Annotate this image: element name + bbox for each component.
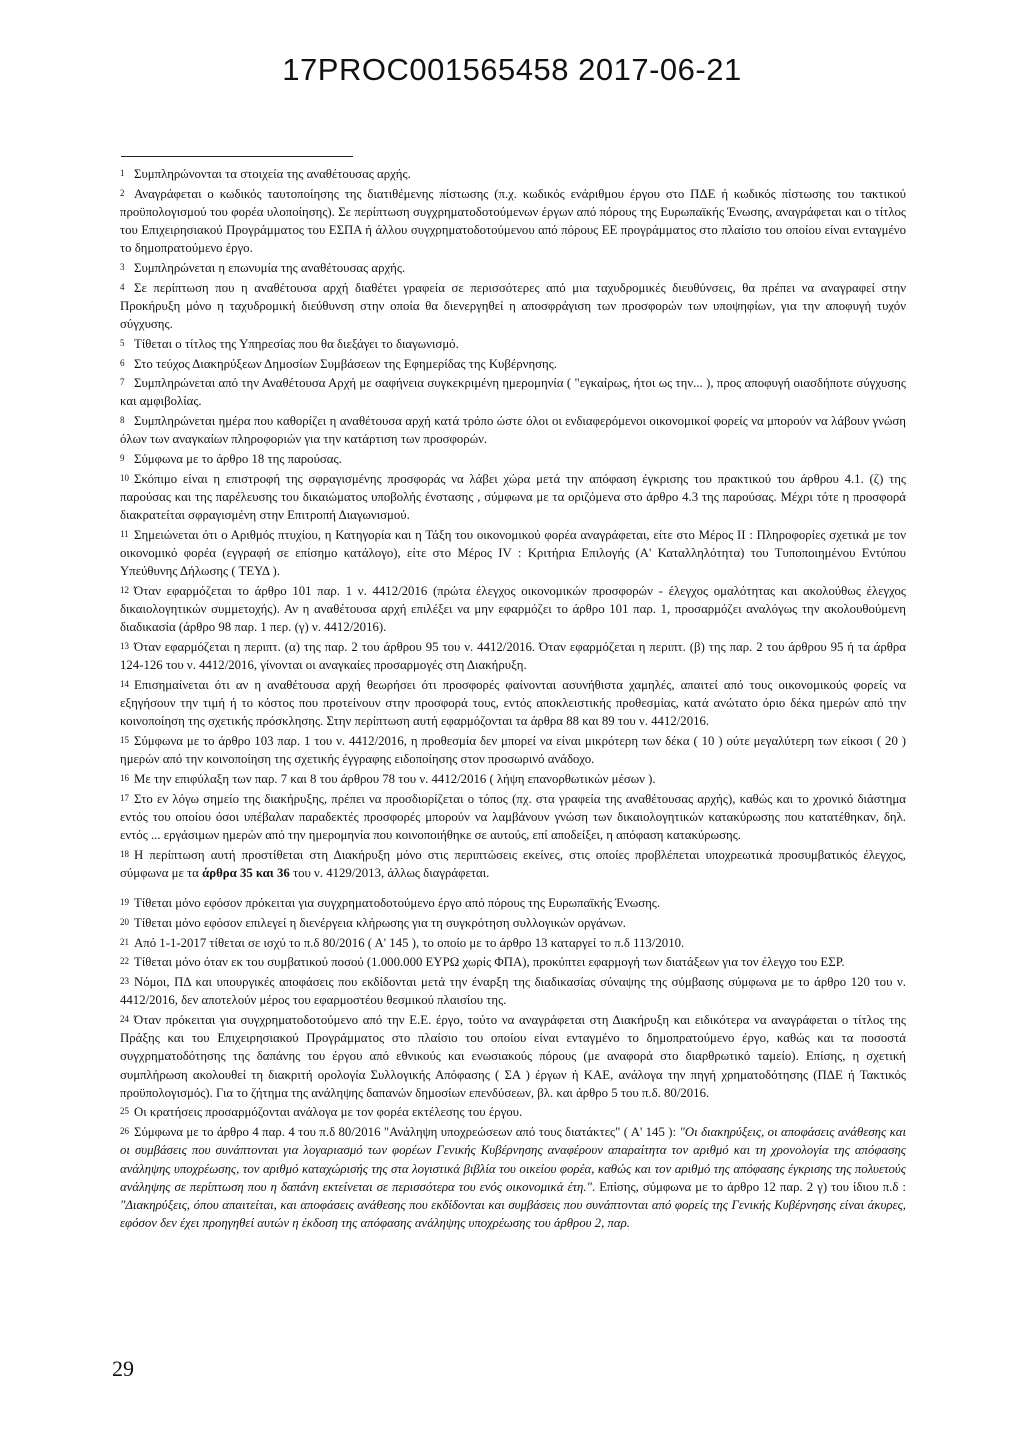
footnote-25 (120, 1102, 906, 1121)
footnote-number: 8 (120, 415, 125, 426)
footnote-3 (120, 258, 906, 277)
footnote-text: "Διακηρύξεις, όπου απαιτείται, και αποφάσεις ανάθεσης που εκδίδονται και συμβάσεις που συνάπτονται από φορείς της Γενικής Κυβέρνησης είναι άκυρες, εφόσον δεν έχει προηγηθεί αυτών η έκδοση της απόφασης ανάληψης υποχρέωσης του άρθρου 2, παρ. (120, 1197, 906, 1231)
footnote-number: 11 (120, 528, 129, 539)
footnote-text: Συμπληρώνονται τα στοιχεία της αναθέτουσας αρχής. (134, 167, 411, 181)
footnote-number: 3 (120, 262, 125, 273)
footnote-number: 5 (120, 337, 125, 348)
footnote-9 (120, 449, 906, 468)
footnote-text: . Επίσης, σύμφωνα με το άρθρο 12 παρ. 2 γ) του ίδιου π.δ : (591, 1179, 906, 1194)
footnote-separator (121, 156, 353, 157)
footnote-text: Οι κρατήσεις προσαρμόζονται ανάλογα με τον φορέα εκτέλεσης του έργου. (134, 1105, 523, 1120)
footnote-20 (120, 913, 906, 932)
footnote-text: Τίθεται μόνο όταν εκ του συμβατικού ποσού (1.000.000 ΕΥΡΩ χωρίς ΦΠΑ), προκύπτει εφαρμογή των διατάξεων για τον έλεγχο του ΕΣΡ. (134, 955, 845, 970)
footnote-number: 4 (120, 281, 125, 292)
footnote-22 (120, 952, 906, 971)
footnote-number: 2 (120, 187, 125, 198)
footnote-text: Η περίπτωση αυτή προστίθεται στη Διακήρυξη μόνο στις περιπτώσεις εκείνες, στις οποίες προβλέπεται υποχρεωτικά προσυμβατικός έλεγχος, σύμφωνα με τα (120, 847, 906, 881)
footnotes-section (120, 164, 906, 1233)
footnote-text: Συμπληρώνεται ημέρα που καθορίζει η αναθέτουσα αρχή κατά τρόπο ώστε όλοι οι ενδιαφερόμενοι οικονομικοί φορείς να μπορούν να λάβουν γνώση όλων των αναγκαίων πληροφοριών για την κατάρτιση των προσφορών. (120, 414, 906, 447)
footnote-6 (120, 354, 906, 373)
footnote-text: Με την επιφύλαξη των παρ. 7 και 8 του άρθρου 78 του ν. 4412/2016 ( λήψη επανορθωτικών μέσων ). (134, 772, 656, 786)
footnote-number: 1 (120, 168, 125, 178)
footnote-number: 10 (120, 472, 129, 483)
footnote-16 (120, 769, 906, 788)
footnote-5 (120, 334, 906, 353)
footnote-number: 6 (120, 357, 125, 368)
footnote-8 (120, 411, 906, 448)
footnote-text: του ν. 4129/2013, άλλως διαγράφεται. (289, 866, 490, 881)
footnote-text: Συμπληρώνεται από την Αναθέτουσα Αρχή με σαφήνεια συγκεκριμένη ημερομηνία ( "εγκαίρως, ήτοι ως την... ), προς αποφυγή οιασδήποτε σύγχυσης και αμφιβολίας. (120, 376, 906, 409)
footnote-text: Όταν εφαρμόζεται η περιπτ. (α) της παρ. 2 του άρθρου 95 του ν. 4412/2016. Όταν εφαρμόζεται η περιπτ. (β) της παρ. 2 του άρθρου 95 ή τα άρθρα 124-126 του ν. 4412/2016, γίνονται οι αναγκαίες προσαρμογές στη Διακήρυξη. (120, 640, 906, 673)
footnote-13 (120, 637, 906, 674)
footnote-text: Επισημαίνεται ότι αν η αναθέτουσα αρχή θεωρήσει ότι προσφορές φαίνονται ασυνήθιστα χαμηλές, απαιτεί από τους οικονομικούς φορείς να εξηγήσουν την τιμή ή το κόστος που προτείνουν στην προσφορά τους, εντός αποκλειστικής προθεσμίας, κατά ανώτατο όριο δέκα ημερών από την κοινοποίηση της σχετικής πρόσκλησης. Στην περίπτωση αυτή εφαρμόζονται τα άρθρα 88 και 89 του ν. 4412/2016. (120, 677, 906, 729)
footnote-text: Τίθεται ο τίτλος της Υπηρεσίας που θα διεξάγει το διαγωνισμό. (134, 336, 459, 351)
footnote-text: Τίθεται μόνο εφόσον επιλεγεί η διενέργεια κλήρωσης για τη συγκρότηση συλλογικών οργάνων. (134, 915, 626, 930)
footnote-number: 17 (120, 792, 129, 803)
footnote-17 (120, 789, 906, 845)
footnote-1 (120, 164, 906, 183)
footnote-text: άρθρα 35 και 36 (202, 866, 290, 881)
footnote-text: Σημειώνεται ότι ο Αριθμός πτυχίου, η Κατηγορία και η Τάξη του οικονομικού φορέα αναγράφεται, είτε στο Μέρος II : Πληροφορίες σχετικά με τον οικονομικό φορέα (εγγραφή σε επίσημο κατάλογο), είτε στο Μέρος IV : Κριτήρια Επιλογής (Α' Καταλληλότητα) του Τυποποιημένου Εντύπου Υπεύθυνης Δήλωσης ( ΤΕΥΔ ). (120, 527, 906, 579)
footnote-text: Σύμφωνα με το άρθρο 18 της παρούσας. (134, 452, 342, 467)
footnote-23 (120, 972, 906, 1009)
footnote-7 (120, 373, 906, 410)
footnote-number: 15 (120, 735, 129, 746)
footnote-number: 12 (120, 584, 129, 595)
footnote-number: 22 (120, 956, 129, 967)
footnote-number: 26 (120, 1126, 129, 1137)
footnote-number: 21 (120, 936, 129, 947)
footnote-21 (120, 933, 906, 952)
footnote-number: 24 (120, 1013, 129, 1024)
footnote-number: 18 (120, 848, 129, 859)
footnote-10 (120, 469, 906, 525)
footnote-text: Όταν εφαρμόζεται το άρθρο 101 παρ. 1 ν. 4412/2016 (πρώτα έλεγχος οικονομικών προσφορών - έλεγχος ομαλότητας και ακολούθως έλεγχος δικαιολογητικών συμμετοχής). Αν η αναθέτουσα αρχή επιλέξει να μην εφαρμόζει το άρθρο 101 παρ. 1, προσαρμόζει αναλόγως την ακολουθούμενη διαδικασία (άρθρο 98 παρ. 1 περ. (γ) ν. 4412/2016). (120, 583, 906, 635)
footnote-number: 25 (120, 1106, 129, 1117)
footnote-15 (120, 731, 906, 768)
footnote-4 (120, 278, 906, 334)
footnote-text: Σύμφωνα με το άρθρο 4 παρ. 4 του π.δ 80/2016 "Ανάληψη υποχρεώσεων από τους διατάκτες" ( Α' 145 ): (134, 1125, 680, 1140)
footnote-text: Στο εν λόγω σημείο της διακήρυξης, πρέπει να προσδιορίζεται ο τόπος (πχ. στα γραφεία της αναθέτουσας αρχής), καθώς και το χρονικό διάστημα εντός του οποίου όσοι υπέβαλαν παραδεκτές προσφορές μπορούν να λαμβάνουν γνώση των δικαιολογητικών κατακύρωσης που κατατέθηκαν, δηλ. εντός ... εργάσιμων ημερών από την ημερομηνία που κοινοποιήθηκε σε αυτούς, επί αποδείξει, η απόφαση κατακύρωσης. (120, 791, 906, 843)
footnote-12 (120, 581, 906, 637)
footnote-text: Σύμφωνα με το άρθρο 103 παρ. 1 του ν. 4412/2016, η προθεσμία δεν μπορεί να είναι μικρότερη των δέκα ( 10 ) ούτε μεγαλύτερη των είκοσι ( 20 ) ημερών από την κοινοποίηση της σχετικής έγγραφης ειδοποίησης στον προσωρινό ανάδοχο. (120, 734, 906, 767)
footnote-text: "Οι διακηρύξεις, οι αποφάσεις ανάθεσης και οι συμβάσεις που συνάπτονται για λογαριασμό των φορέων Γενικής Κυβέρνησης αναφέρουν απαραίτητα τον αριθμό και τη χρονολογία της απόφασης ανάληψης υποχρέωσης, τον αριθμό καταχώρισής της στα λογιστικά βιβλία του οικείου φορέα, καθώς και τον αριθμό της απόφασης έγκρισης της πολυετούς ανάληψης σε περίπτωση που η δαπάνη εκτείνεται σε περισσότερα του ενός οικονομικά έτη." (120, 1125, 906, 1194)
footnote-number: 16 (120, 773, 129, 783)
footnote-24 (120, 1010, 906, 1102)
footnote-text: Νόμοι, ΠΔ και υπουργικές αποφάσεις που εκδίδονται μετά την έναρξη της διαδικασίας σύναψης της σύμβασης σύμφωνα με το άρθρο 120 του ν. 4412/2016, δεν αποτελούν μέρος του εφαρμοστέου θεσμικού πλαισίου της. (120, 975, 906, 1008)
footnote-number: 9 (120, 453, 125, 464)
page-number: 29 (112, 1356, 134, 1381)
footnote-text: Αναγράφεται ο κωδικός ταυτοποίησης της διατιθέμενης πίστωσης (π.χ. κωδικός ενάριθμου έργου στο ΠΔΕ ή κωδικός πίστωσης του τακτικού προϋπολογισμού του φορέα υλοποίησης). Σε περίπτωση συγχρηματοδοτούμενων έργων από πόρους της Ευρωπαϊκής Ένωσης, αναγράφεται και ο τίτλος του Επιχειρησιακού Προγράμματος του ΕΣΠΑ ή άλλου συγχρηματοδοτούμενου από πόρους ΕΕ προγράμματος στο πλαίσιο του οποίου είναι ενταγμένο το δημοπρατούμενο έργο. (120, 186, 906, 256)
footnote-2 (120, 184, 906, 258)
footnote-text: Συμπληρώνεται η επωνυμία της αναθέτουσας αρχής. (134, 261, 406, 276)
footnote-18 (120, 845, 906, 882)
footnote-number: 7 (120, 377, 125, 388)
footnote-text: Σε περίπτωση που η αναθέτουσα αρχή διαθέτει γραφεία σε περισσότερες από μια ταχυδρομικές διευθύνσεις, θα πρέπει να αναγραφεί στην Προκήρυξη μόνο η ταχυδρομική διεύθυνση στην οποία θα διενεργηθεί η αποσφράγιση των προσφορών των υποψηφίων, για την αποφυγή τυχόν σύγχυσης. (120, 280, 906, 332)
footnote-26 (120, 1122, 906, 1232)
footnote-19 (120, 893, 906, 912)
footnote-11 (120, 525, 906, 581)
document-id-header: 17PROC001565458 2017-06-21 (282, 52, 742, 87)
footnote-text: Όταν πρόκειται για συγχρηματοδοτούμενο από την Ε.Ε. έργο, τούτο να αναγράφεται στη Διακήρυξη και ειδικότερα να αναγράφεται ο τίτλος της Πράξης και του Επιχειρησιακού Προγράμματος στο πλαίσιο του οποίου είναι ενταγμένο το δημοπρατούμενο έργο, καθώς και τα ποσοστά συγχρηματοδότησης της δαπάνης του έργου από εθνικούς και ενωσιακούς πόρους (με αναφορά στο διαρθρωτικό ταμείο). Επίσης, η σχετική συμπλήρωση ακολουθεί τη διακριτή ορολογία Συλλογικής Απόφασης ( ΣΑ ) έργων ή ΚΑΕ, ανάλογα την πηγή χρηματοδότησης (ΠΔΕ ή Τακτικός προϋπολογισμός). Για το ζήτημα της ανάληψης δαπανών δημοσίων επενδύσεων, βλ. και άρθρο 5 του π.δ. 80/2016. (120, 1012, 906, 1100)
footnote-text: Τίθεται μόνο εφόσον πρόκειται για συγχρηματοδοτούμενο έργο από πόρους της Ευρωπαϊκής Ένωσης. (134, 896, 661, 911)
footnote-text: Στο τεύχος Διακηρύξεων Δημοσίων Συμβάσεων της Εφημερίδας της Κυβέρνησης. (134, 356, 558, 371)
footnote-number: 19 (120, 897, 129, 908)
footnote-number: 23 (120, 976, 129, 987)
footnote-text: Από 1-1-2017 τίθεται σε ισχύ το π.δ 80/2016 ( Α' 145 ), το οποίο με το άρθρο 13 καταργεί το π.δ 113/2010. (134, 935, 685, 950)
footnote-number: 13 (120, 641, 129, 652)
footnote-number: 14 (120, 678, 129, 689)
footnote-number: 20 (120, 916, 129, 927)
footnote-text: Σκόπιμο είναι η επιστροφή της σφραγισμένης προσφοράς να λάβει χώρα μετά την απόφαση έγκρισης του πρακτικού του άρθρου 4.1. (ζ) της παρούσας και της παρέλευσης του δικαιώματος υποβολής ένστασης , σύμφωνα με τα οριζόμενα στο άρθρο 4.3 της παρούσας. Μέχρι τότε η προσφορά διακρατείται σφραγισμένη στην Επιτροπή Διαγωνισμού. (120, 471, 906, 523)
footnote-14 (120, 675, 906, 731)
